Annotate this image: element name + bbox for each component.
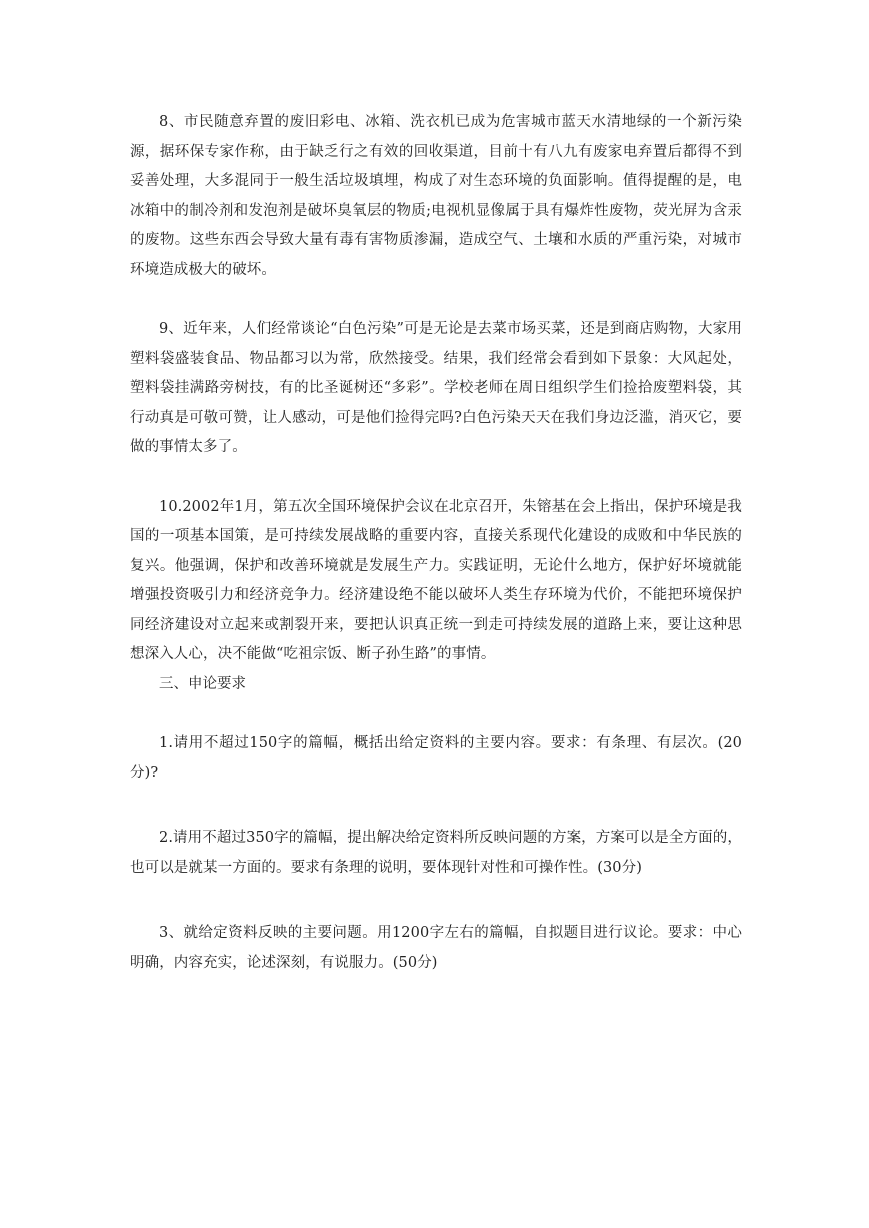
paragraph-8: 8、市民随意弃置的废旧彩电、冰箱、洗衣机已成为危害城市蓝天水清地绿的一个新污染源，据环保专家作称，由于缺乏行之有效的回收渠道，目前十有八九有废家电弃置后都得不到妥善处理，大多混同于一般生活垃圾填埋，构成了对生态环境的负面影响。值得提醒的是，电冰箱中的制冷剂和发泡剂是破坏臭氧层的物质;电视机显像属于具有爆炸性废物，荧光屏为含汞的废物。这些东西会导致大量有毒有害物质渗漏，造成空气、土壤和水质的严重污染，对城市环境造成极大的破坏。 — [130, 114, 742, 278]
paragraph-10: 10.2002年1月，第五次全国环境保护会议在北京召开，朱镕基在会上指出，保护环境是我国的一项基本国策，是可持续发展战略的重要内容，直接关系现代化建设的成败和中华民族的复兴。他强调，保护和改善环境就是发展生产力。实践证明，无论什么地方，保护好坏境就能增强投资吸引力和经济竞争力。经济建设绝不能以破坏人类生存环境为代价，不能把环境保护同经济建设对立起来或割裂开来，要把认识真正统一到走可持续发展的道路上来，要让这种思想深入人心，决不能做“吃祖宗饭、断子孙生路”的事情。 — [130, 498, 742, 662]
requirement-3: 3、就给定资料反映的主要问题。用1200字左右的篇幅，自拟题目进行议论。要求：中心明确，内容充实，论述深刻，有说服力。(50分) — [130, 925, 742, 971]
paragraph-9: 9、近年来，人们经常谈论“白色污染”可是无论是去菜市场买菜，还是到商店购物，大家用塑料袋盛装食品、物品都习以为常，欣然接受。结果，我们经常会看到如下景象：大风起处，塑料袋挂满路旁树技，有的比圣诞树还“多彩”。学校老师在周日组织学生们捡拾废塑料袋，其行动真是可敬可赞，让人感动，可是他们捡得完吗?白色污染天天在我们身边泛滥，消灭它，要做的事情太多了。 — [130, 321, 742, 455]
document-body — [130, 108, 742, 978]
requirement-1: 1.请用不超过150字的篇幅，概括出给定资料的主要内容。要求：有条理、有层次。(20分)? — [130, 735, 742, 781]
requirement-2: 2.请用不超过350字的篇幅，提出解决给定资料所反映问题的方案，方案可以是全方面的，也可以是就某一方面的。要求有条理的说明，要体现针对性和可操作性。(30分) — [130, 830, 742, 876]
section-heading: 三、申论要求 — [159, 675, 246, 692]
